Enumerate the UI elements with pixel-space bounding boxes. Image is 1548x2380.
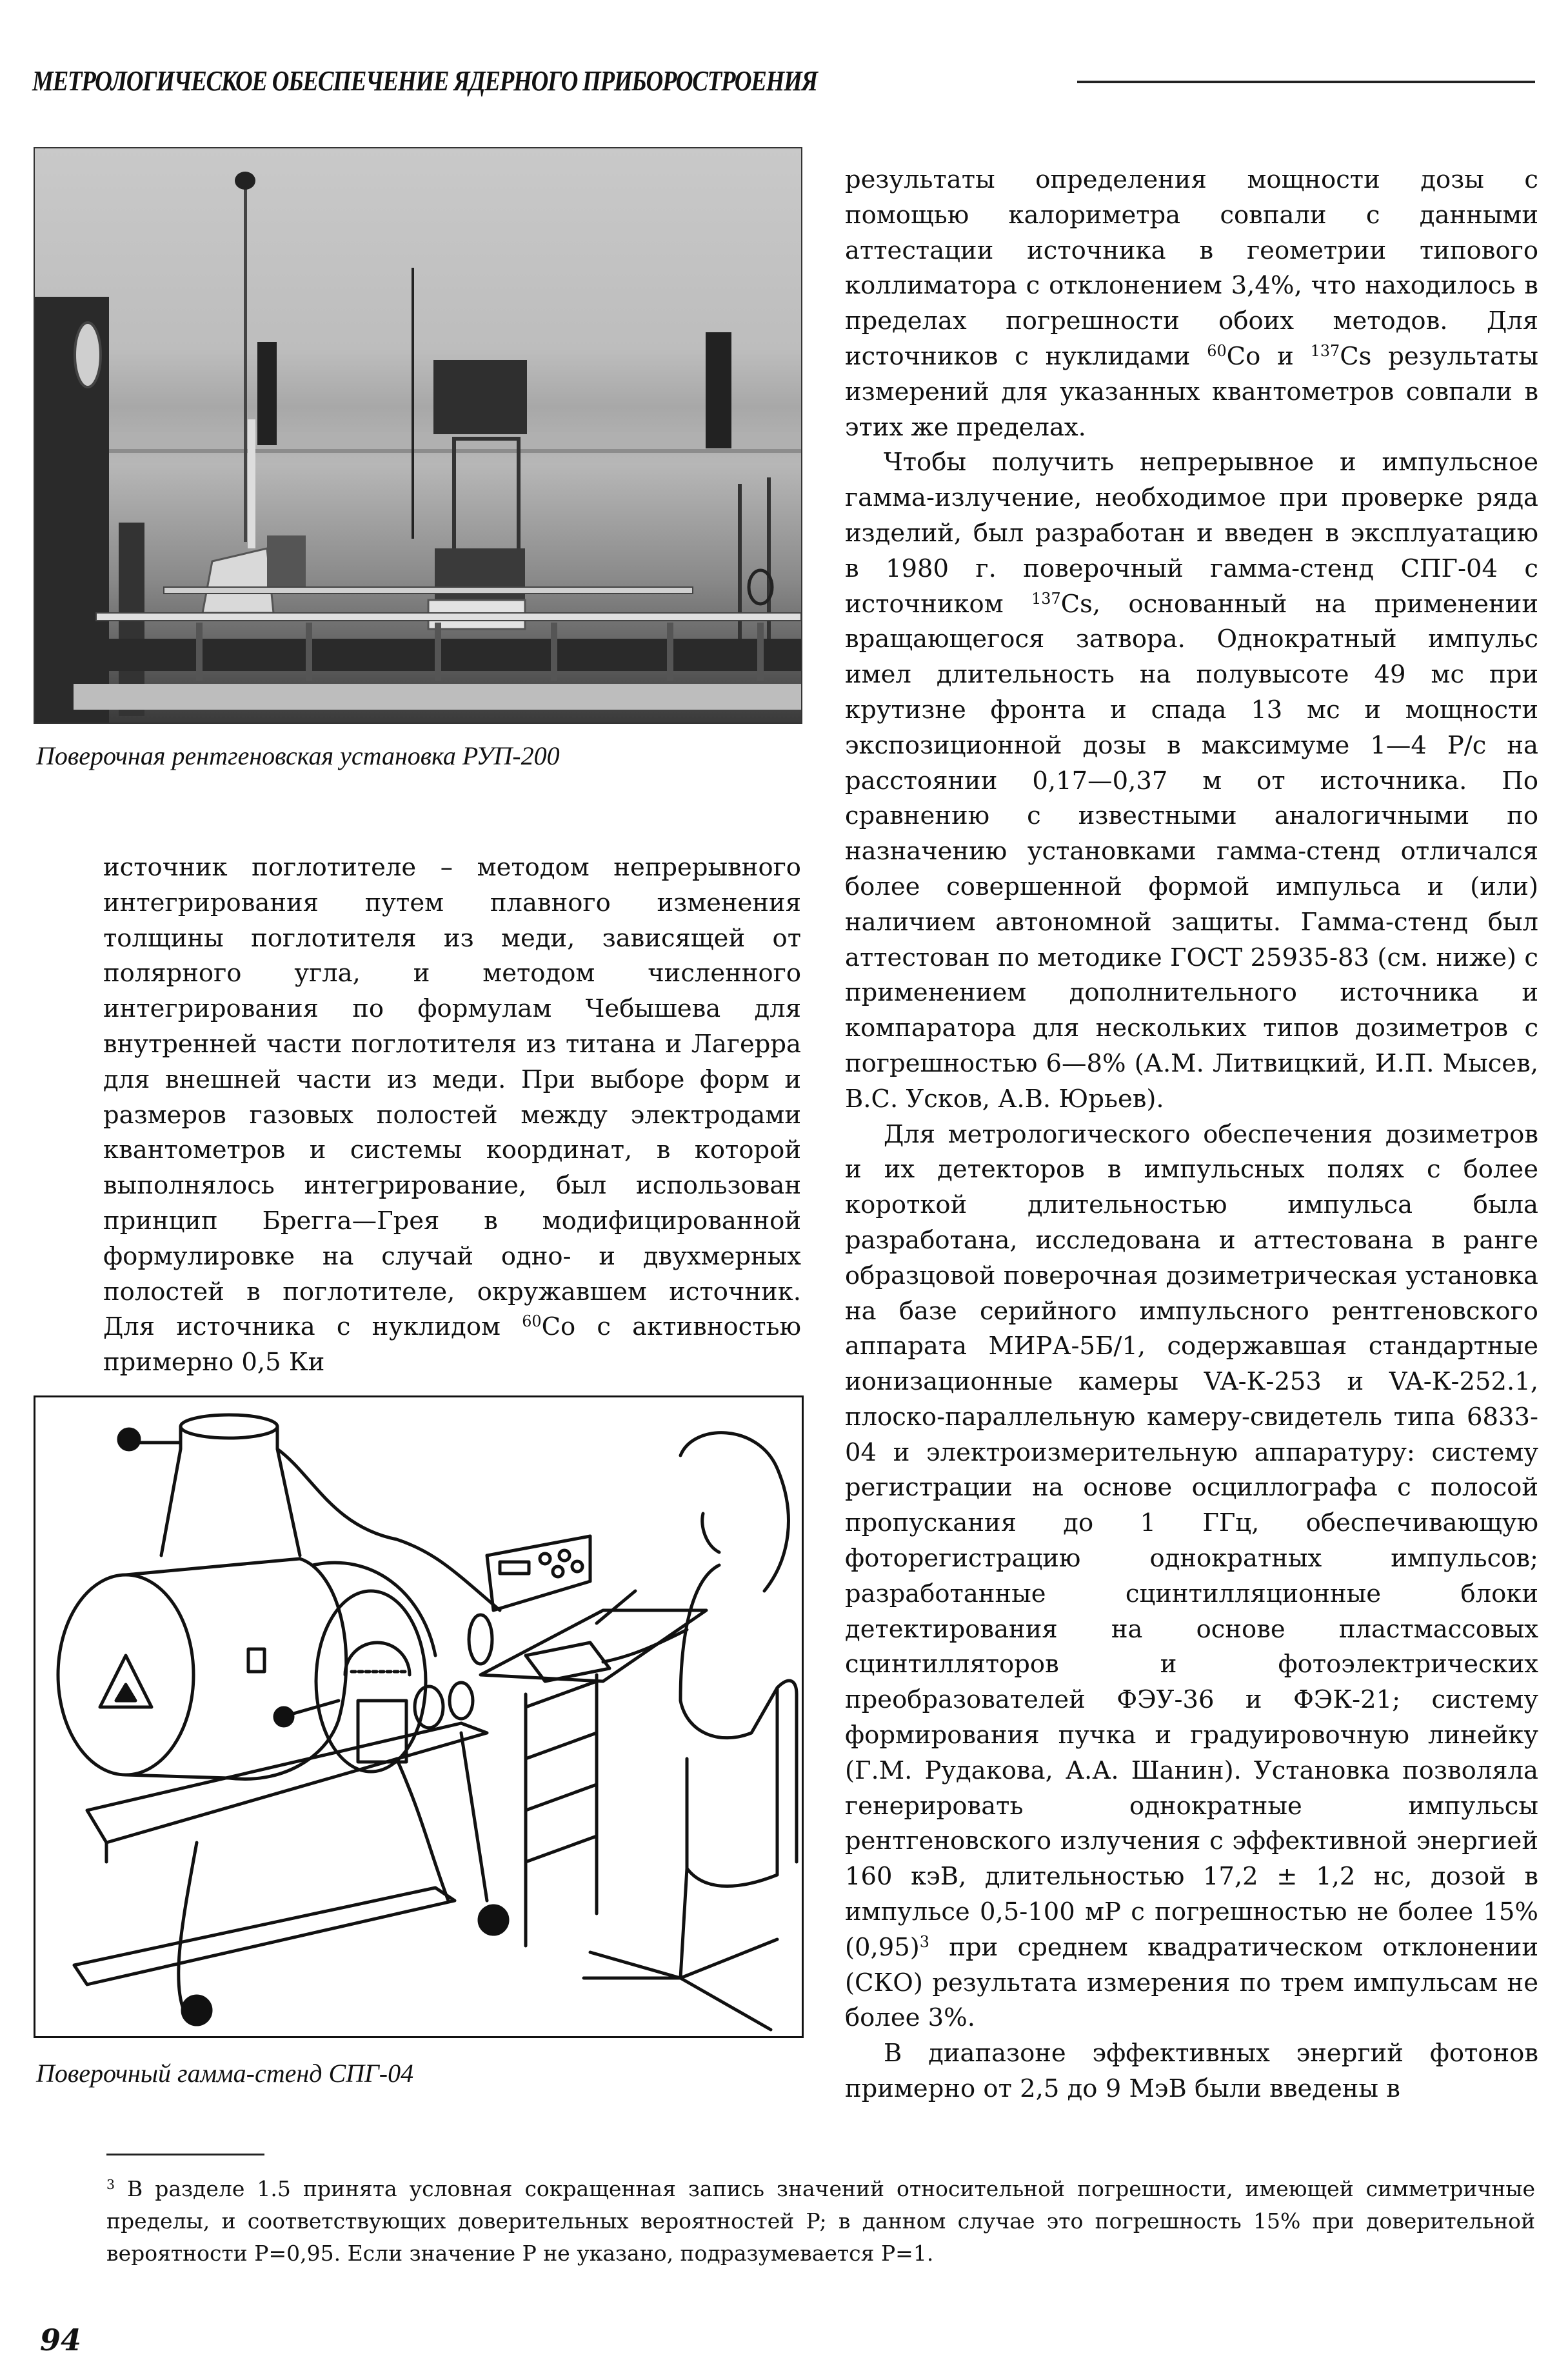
figure-photo-rup-200 bbox=[34, 147, 802, 724]
isotope-superscript: 137 bbox=[1310, 341, 1340, 360]
text-segment: Cs результаты измерений для указанных квантометров совпали в этих же пределах. bbox=[845, 341, 1538, 442]
text-segment: Для метрологического обеспечения дозиметров и их детекторов в импульсных полях с более короткой длительностью импульса была разработана, исследована и аттестована в ранге образцовой поверочная дозиметрическая установка на базе серийного импульсного рентгеновского аппарата МИРА-5Б/1, содержавшая стандартные ионизационные камеры VA-К-253 и VA-К-252.1, плоско-параллельную камеру-свидетель типа 6833-04 и электроизмерительную аппаратуру: систему регистрации на основе осциллографа с полосой пропускания до 1 ГГц, обеспечивающую фоторегистрацию однократных импульсов; разработанные сцинтилляционные блоки детектирования на основе пластмассовых сцинтилляторов и фотоэлектрических преобразователей ФЭУ-36 и ФЭК-21; систему формирования пучка и градуировочную линейку (Г.М. Рудакова, А.А. Шанин). Установка позволяла генерировать однократные импульсы рентгеновского излучения с эффективной энергией 160 кэВ, длительностью 17,2 ± 1,2 нс, дозой в импульсе 0,5-100 мР с погрешностью не более 15% (0,95) bbox=[845, 1119, 1538, 1962]
paragraph bbox=[845, 163, 1538, 445]
paragraph bbox=[845, 1117, 1538, 2037]
running-header bbox=[32, 61, 1535, 100]
text-segment: Cs, основанный на применении вращающегося затвора. Однократный импульс имел длительность на полувысоте 49 мс при крутизне фронта и спада 13 мс и мощности экспозиционной дозы в максимуме 1—4 Р/с на расстоянии 0,17—0,37 м от источника. По сравнению с известными аналогичными по назначению установками гамма-стенд отличался более совершенной формой импульса и (или) наличием автономной защиты. Гамма-стенд был аттестован по методике ГОСТ 25935-83 (см. ниже) с применением дополнительного источника и компаратора для нескольких типов дозиметров с погрешностью 6—8% (А.М. Литвицкий, И.П. Мысев, В.С. Усков, А.В. Юрьев). bbox=[845, 589, 1538, 1114]
footnote bbox=[106, 2173, 1535, 2270]
text-segment: Чтобы получить непрерывное и импульсное гамма-излучение, необходимое при проверке ряда изделий, был разработан и введен в эксплуатацию в 1980 г. поверочный гамма-стенд СПГ-04 с источником bbox=[845, 448, 1538, 619]
footnote-marker: 3 bbox=[106, 2176, 115, 2192]
left-column-text bbox=[103, 850, 801, 1381]
text-segment: источник поглотителе – методом непрерывного интегрирования путем плавного изменения толщины поглотителя из меди, зависящей от полярного угла, и методом численного интегрирования по формулам Чебышева для внутренней части поглотителя из титана и Лагерра для внешней части из меди. При выборе форм и размеров газовых полостей между электродами квантометров и системы координат, в которой выполнялось интегрирование, был использован принцип Брегга—Грея в модифицированной формулировке на случай одно- и двухмерных полостей в поглотителе, окружавшем источник. Для источника с нуклидом bbox=[103, 853, 801, 1342]
isotope-superscript: 137 bbox=[1031, 589, 1061, 608]
figure-drawing-spg-04 bbox=[34, 1395, 804, 2038]
footnote-rule bbox=[106, 2154, 264, 2155]
text-segment: Co и bbox=[1226, 341, 1311, 371]
footnote-reference[interactable]: 3 bbox=[919, 1932, 929, 1951]
running-title: МЕТРОЛОГИЧЕСКОЕ ОБЕСПЕЧЕНИЕ ЯДЕРНОГО ПРИБОРОСТРОЕНИЯ bbox=[32, 65, 817, 97]
text-segment: В диапазоне эффективных энергий фотонов примерно от 2,5 до 9 МэВ были введены в bbox=[845, 2039, 1538, 2104]
isotope-superscript: 60 bbox=[1207, 341, 1227, 360]
figure-caption-photo: Поверочная рентгеновская установка РУП-200 bbox=[36, 741, 560, 770]
text-segment: Co с активностью примерно 0,5 Ки bbox=[103, 1312, 801, 1377]
xray-test-rig-photo-icon bbox=[35, 148, 801, 723]
paragraph bbox=[845, 2036, 1538, 2107]
footnote-text: В разделе 1.5 принята условная сокращенная запись значений относительной погрешности, имеющей симметричные пределы, и соответствующих доверительных вероятностей P; в данном случае это погрешность 15% при доверительной вероятности P=0,95. Если значение P не указано, подразумевается P=1. bbox=[106, 2176, 1535, 2266]
gamma-stand-drawing-icon bbox=[35, 1397, 802, 2036]
page-number: 94 bbox=[40, 2323, 82, 2357]
figure-caption-drawing: Поверочный гамма-стенд СПГ-04 bbox=[36, 2059, 414, 2088]
text-segment: при среднем квадратическом отклонении (СКО) результата измерения по трем импульсам не более 3%. bbox=[845, 1932, 1538, 2033]
isotope-superscript: 60 bbox=[522, 1312, 542, 1331]
header-rule bbox=[1077, 81, 1535, 83]
paragraph bbox=[103, 850, 801, 1381]
paragraph bbox=[845, 445, 1538, 1117]
right-column-text bbox=[845, 163, 1538, 2107]
text-segment: результаты определения мощности дозы с помощью калориметра совпали с данными аттестации источника в геометрии типового коллиматора с отклонением 3,4%, что находилось в пределах погрешности обоих методов. Для источников с нуклидами bbox=[845, 165, 1538, 371]
